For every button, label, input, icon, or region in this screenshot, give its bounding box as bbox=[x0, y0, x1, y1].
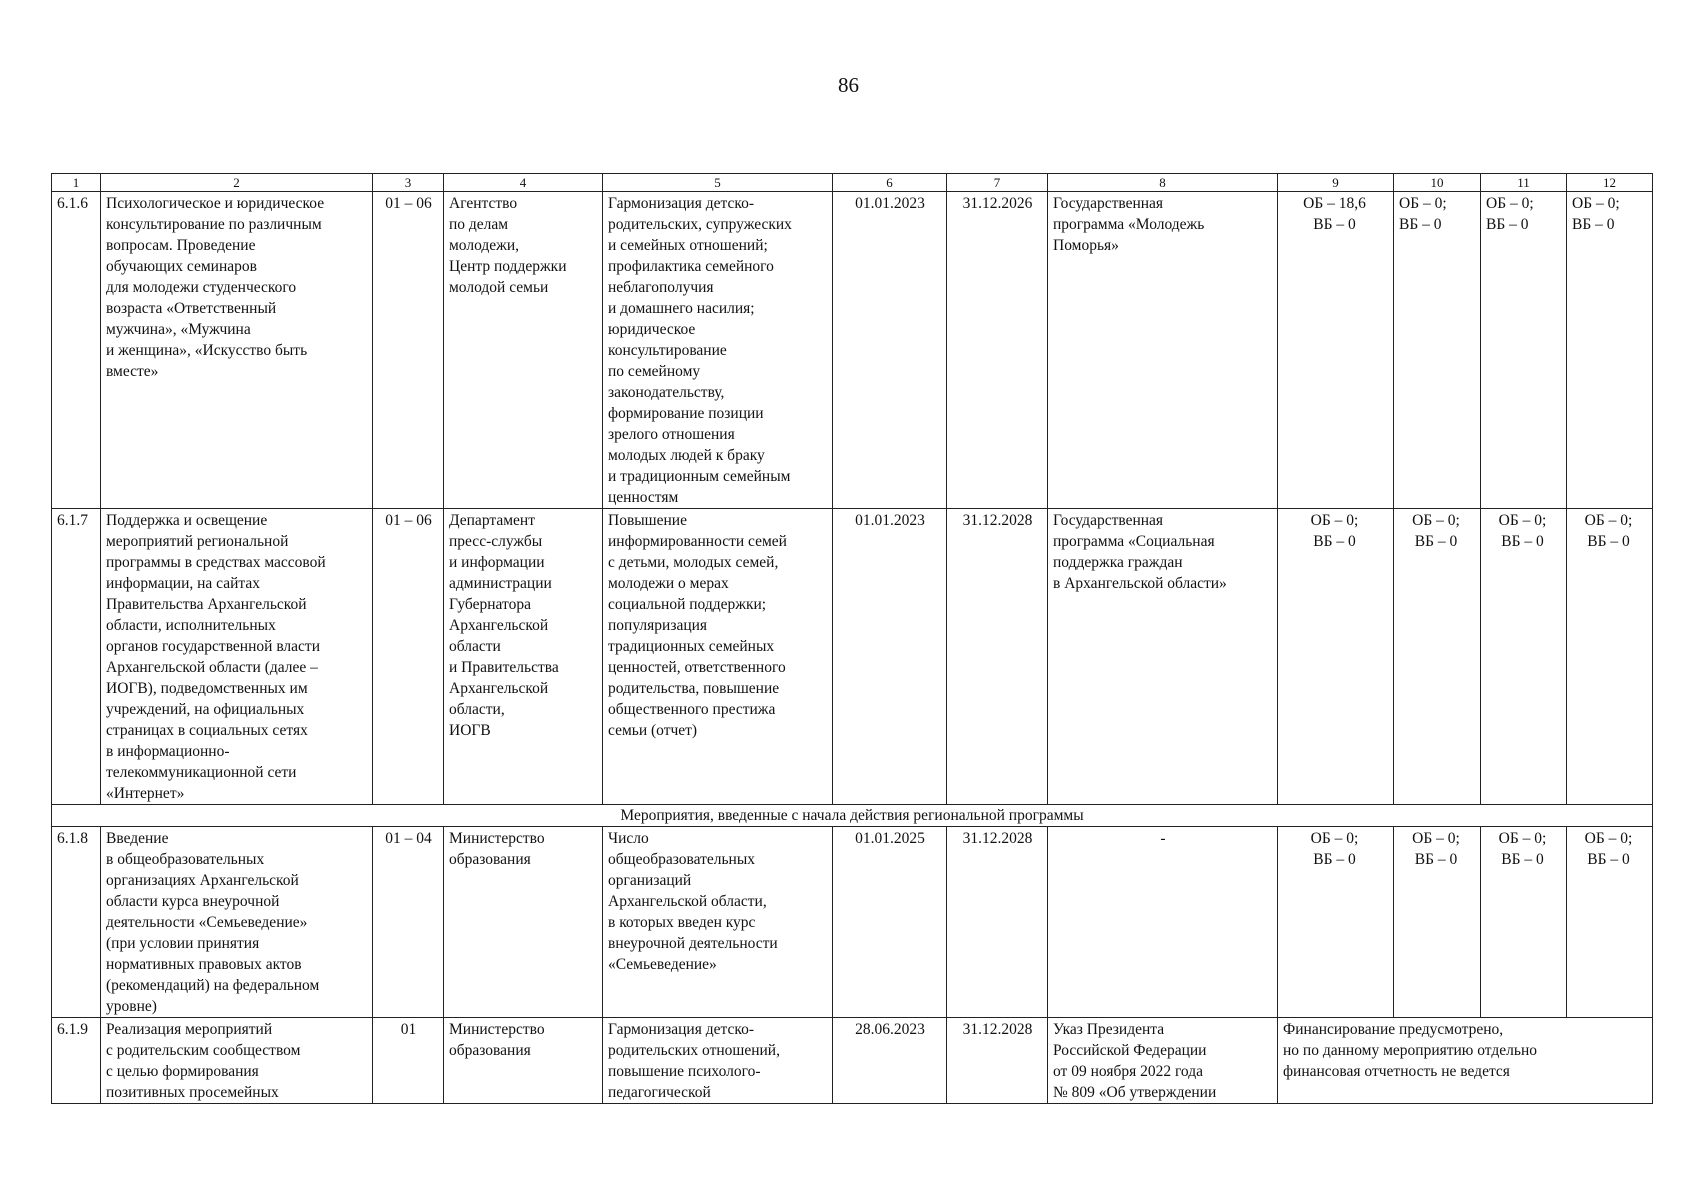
state-program: Государственная программа «Молодежь Поморья» bbox=[1048, 192, 1278, 509]
table-row bbox=[52, 509, 1653, 805]
section-row bbox=[52, 805, 1653, 827]
end-date: 31.12.2026 bbox=[947, 192, 1048, 509]
measure-number: 6.1.9 bbox=[52, 1018, 101, 1104]
financing-col-9: ОБ – 0; ВБ – 0 bbox=[1278, 827, 1394, 1018]
financing-col-11: ОБ – 0; ВБ – 0 bbox=[1481, 827, 1567, 1018]
section-title: Мероприятия, введенные с начала действия региональной программы bbox=[52, 805, 1653, 827]
measure-result: Гармонизация детско- родительских отношений, повышение психолого- педагогической bbox=[603, 1018, 833, 1104]
end-date: 31.12.2028 bbox=[947, 827, 1048, 1018]
column-header: 9 bbox=[1278, 174, 1394, 192]
table-row bbox=[52, 827, 1653, 1018]
financing-col-10: ОБ – 0; ВБ – 0 bbox=[1394, 827, 1481, 1018]
end-date: 31.12.2028 bbox=[947, 1018, 1048, 1104]
start-date: 01.01.2025 bbox=[833, 827, 947, 1018]
column-header: 5 bbox=[603, 174, 833, 192]
financing-col-9: ОБ – 18,6 ВБ – 0 bbox=[1278, 192, 1394, 509]
measure-period: 01 – 06 bbox=[373, 509, 444, 805]
column-header: 2 bbox=[101, 174, 373, 192]
column-header: 6 bbox=[833, 174, 947, 192]
measure-name: Психологическое и юридическое консультирование по различным вопросам. Проведение обучающих семинаров для молодежи студенческого возраста «Ответственный мужчина», «Мужчина и женщина», «Искусство быть вместе» bbox=[101, 192, 373, 509]
state-program: Указ Президента Российской Федерации от 09 ноября 2022 года № 809 «Об утверждении bbox=[1048, 1018, 1278, 1104]
financing-note: Финансирование предусмотрено, но по данному мероприятию отдельно финансовая отчетность не ведется bbox=[1278, 1018, 1653, 1104]
financing-col-10: ОБ – 0; ВБ – 0 bbox=[1394, 509, 1481, 805]
column-header: 8 bbox=[1048, 174, 1278, 192]
column-number-row bbox=[52, 174, 1653, 192]
state-program: Государственная программа «Социальная поддержка граждан в Архангельской области» bbox=[1048, 509, 1278, 805]
measure-number: 6.1.6 bbox=[52, 192, 101, 509]
measure-name: Введение в общеобразовательных организациях Архангельской области курса внеурочной деятельности «Семьеведение» (при условии принятия нормативных правовых актов (рекомендаций) на федеральном уровне) bbox=[101, 827, 373, 1018]
measure-number: 6.1.8 bbox=[52, 827, 101, 1018]
financing-col-10: ОБ – 0; ВБ – 0 bbox=[1394, 192, 1481, 509]
measure-executor: Департамент пресс-службы и информации администрации Губернатора Архангельской области и Правительства Архангельской области, ИОГВ bbox=[444, 509, 603, 805]
measure-executor: Министерство образования bbox=[444, 827, 603, 1018]
measure-result: Число общеобразовательных организаций Архангельской области, в которых введен курс внеурочной деятельности «Семьеведение» bbox=[603, 827, 833, 1018]
column-header: 11 bbox=[1481, 174, 1567, 192]
state-program: - bbox=[1048, 827, 1278, 1018]
financing-col-9: ОБ – 0; ВБ – 0 bbox=[1278, 509, 1394, 805]
page-number: 86 bbox=[838, 73, 859, 97]
financing-col-11: ОБ – 0; ВБ – 0 bbox=[1481, 192, 1567, 509]
measure-executor: Агентство по делам молодежи, Центр поддержки молодой семьи bbox=[444, 192, 603, 509]
measure-period: 01 – 04 bbox=[373, 827, 444, 1018]
measure-period: 01 – 06 bbox=[373, 192, 444, 509]
measures-table bbox=[51, 173, 1653, 1104]
column-header: 4 bbox=[444, 174, 603, 192]
column-header: 12 bbox=[1567, 174, 1653, 192]
start-date: 01.01.2023 bbox=[833, 509, 947, 805]
table-row bbox=[52, 192, 1653, 509]
column-header: 10 bbox=[1394, 174, 1481, 192]
column-header: 7 bbox=[947, 174, 1048, 192]
measure-executor: Министерство образования bbox=[444, 1018, 603, 1104]
column-header: 1 bbox=[52, 174, 101, 192]
financing-col-11: ОБ – 0; ВБ – 0 bbox=[1481, 509, 1567, 805]
measure-name: Поддержка и освещение мероприятий региональной программы в средствах массовой информации, на сайтах Правительства Архангельской области, исполнительных органов государственной власти Архангельской области (далее – ИОГВ), подведомственных им учреждений, на официальных страницах в социальных сетях в информационно- телекоммуникационной сети «Интернет» bbox=[101, 509, 373, 805]
financing-col-12: ОБ – 0; ВБ – 0 bbox=[1567, 192, 1653, 509]
measure-result: Гармонизация детско- родительских, супружеских и семейных отношений; профилактика семейного неблагополучия и домашнего насилия; юридическое консультирование по семейному законодательству, формирование позиции зрелого отношения молодых людей к браку и традиционным семейным ценностям bbox=[603, 192, 833, 509]
measure-result: Повышение информированности семей с детьми, молодых семей, молодежи о мерах социальной поддержки; популяризация традиционных семейных ценностей, ответственного родительства, повышение общественного престижа семьи (отчет) bbox=[603, 509, 833, 805]
financing-col-12: ОБ – 0; ВБ – 0 bbox=[1567, 509, 1653, 805]
end-date: 31.12.2028 bbox=[947, 509, 1048, 805]
start-date: 28.06.2023 bbox=[833, 1018, 947, 1104]
start-date: 01.01.2023 bbox=[833, 192, 947, 509]
measure-number: 6.1.7 bbox=[52, 509, 101, 805]
measure-period: 01 bbox=[373, 1018, 444, 1104]
column-header: 3 bbox=[373, 174, 444, 192]
financing-col-12: ОБ – 0; ВБ – 0 bbox=[1567, 827, 1653, 1018]
table-row bbox=[52, 1018, 1653, 1104]
measure-name: Реализация мероприятий с родительским сообществом с целью формирования позитивных просемейных bbox=[101, 1018, 373, 1104]
